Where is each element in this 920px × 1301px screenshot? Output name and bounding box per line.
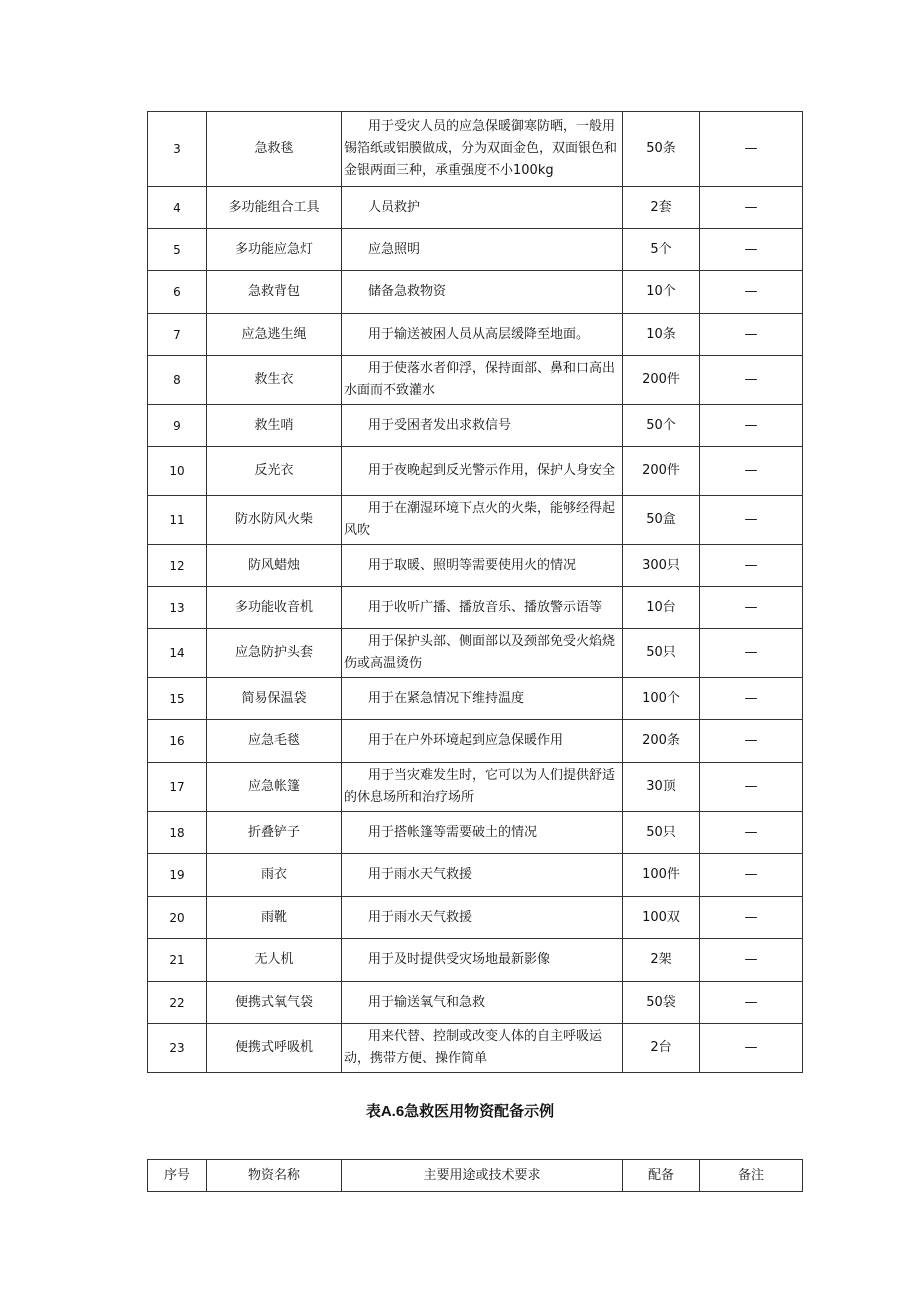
item-description-text: 储备急救物资 bbox=[368, 284, 447, 299]
item-note: — bbox=[700, 229, 803, 271]
item-description bbox=[342, 356, 623, 405]
header-qty: 配备 bbox=[623, 1160, 700, 1192]
item-description bbox=[342, 1024, 623, 1073]
item-quantity: 300只 bbox=[623, 545, 700, 587]
item-note: — bbox=[700, 314, 803, 356]
row-number: 9 bbox=[148, 405, 207, 447]
item-name: 多功能组合工具 bbox=[207, 187, 342, 229]
row-number: 23 bbox=[148, 1024, 207, 1073]
medical-supplies-table bbox=[147, 1159, 803, 1192]
item-name: 急救毯 bbox=[207, 112, 342, 187]
item-description-text: 人员救护 bbox=[368, 199, 421, 215]
item-description-text: 用于当灾难发生时，它可以为人们提供舒适的休息场所和治疗场所 bbox=[344, 768, 616, 805]
item-name: 防水防风火柴 bbox=[207, 496, 342, 545]
item-name: 救生哨 bbox=[207, 405, 342, 447]
item-description bbox=[342, 812, 623, 854]
row-number: 17 bbox=[148, 763, 207, 812]
item-quantity: 200件 bbox=[623, 356, 700, 405]
table-row bbox=[148, 982, 803, 1024]
row-number: 15 bbox=[148, 678, 207, 720]
table-row bbox=[148, 447, 803, 496]
header-note: 备注 bbox=[700, 1160, 803, 1192]
item-note: — bbox=[700, 678, 803, 720]
item-description bbox=[342, 271, 623, 314]
item-description-text: 用于搭帐篷等需要破土的情况 bbox=[368, 824, 538, 840]
row-number: 7 bbox=[148, 314, 207, 356]
item-description bbox=[342, 229, 623, 271]
item-note: — bbox=[700, 1024, 803, 1073]
table-row bbox=[148, 112, 803, 187]
table-row bbox=[148, 720, 803, 763]
item-description-text: 用于雨水天气救援 bbox=[368, 867, 473, 882]
item-quantity: 50盒 bbox=[623, 496, 700, 545]
item-description-text: 用于在紧急情况下维持温度 bbox=[368, 690, 525, 706]
item-description-text: 用于收听广播、播放音乐、播放警示语等 bbox=[368, 599, 603, 615]
table-row bbox=[148, 271, 803, 314]
item-name: 雨衣 bbox=[207, 854, 342, 897]
item-description-text: 应急照明 bbox=[368, 241, 421, 257]
table-row bbox=[148, 678, 803, 720]
table-row bbox=[148, 587, 803, 629]
item-note: — bbox=[700, 356, 803, 405]
supplies-table-body bbox=[148, 112, 803, 1073]
item-description-text: 用于受灾人员的应急保暖御寒防晒，一般用锡箔纸或铝膜做成，分为双面金色，双面银色和金银两面三种，承重强度不小100kg bbox=[344, 119, 618, 178]
item-note: — bbox=[700, 405, 803, 447]
row-number: 20 bbox=[148, 897, 207, 939]
row-number: 22 bbox=[148, 982, 207, 1024]
item-description bbox=[342, 405, 623, 447]
item-quantity: 10个 bbox=[623, 271, 700, 314]
item-quantity: 50只 bbox=[623, 812, 700, 854]
item-description bbox=[342, 496, 623, 545]
item-quantity: 5个 bbox=[623, 229, 700, 271]
table-row bbox=[148, 545, 803, 587]
row-number: 18 bbox=[148, 812, 207, 854]
item-note: — bbox=[700, 897, 803, 939]
item-note: — bbox=[700, 720, 803, 763]
item-name: 应急毛毯 bbox=[207, 720, 342, 763]
item-description-text: 用于在潮湿环境下点火的火柴，能够经得起风吹 bbox=[344, 501, 616, 538]
item-description bbox=[342, 982, 623, 1024]
item-quantity: 100个 bbox=[623, 678, 700, 720]
item-description bbox=[342, 447, 623, 496]
row-number: 19 bbox=[148, 854, 207, 897]
item-quantity: 100件 bbox=[623, 854, 700, 897]
row-number: 13 bbox=[148, 587, 207, 629]
item-name: 多功能应急灯 bbox=[207, 229, 342, 271]
item-note: — bbox=[700, 939, 803, 982]
item-name: 便携式氧气袋 bbox=[207, 982, 342, 1024]
item-name: 应急帐篷 bbox=[207, 763, 342, 812]
item-quantity: 30顶 bbox=[623, 763, 700, 812]
item-name: 雨靴 bbox=[207, 897, 342, 939]
item-note: — bbox=[700, 982, 803, 1024]
item-description-text: 用于输送被困人员从高层缓降至地面。 bbox=[368, 326, 590, 342]
item-description-text: 用于取暖、照明等需要使用火的情况 bbox=[368, 557, 577, 573]
item-quantity: 200条 bbox=[623, 720, 700, 763]
table-row bbox=[148, 854, 803, 897]
item-note: — bbox=[700, 854, 803, 897]
item-note: — bbox=[700, 271, 803, 314]
item-name: 简易保温袋 bbox=[207, 678, 342, 720]
row-number: 16 bbox=[148, 720, 207, 763]
item-description-text: 用于在户外环境起到应急保暖作用 bbox=[368, 733, 564, 748]
item-description bbox=[342, 587, 623, 629]
table-row bbox=[148, 763, 803, 812]
supplies-table bbox=[147, 111, 803, 1073]
table-row bbox=[148, 405, 803, 447]
item-note: — bbox=[700, 496, 803, 545]
item-name: 应急防护头套 bbox=[207, 629, 342, 678]
row-number: 8 bbox=[148, 356, 207, 405]
item-name: 防风蜡烛 bbox=[207, 545, 342, 587]
table-header-row bbox=[148, 1160, 803, 1192]
item-name: 无人机 bbox=[207, 939, 342, 982]
item-quantity: 50只 bbox=[623, 629, 700, 678]
item-note: — bbox=[700, 112, 803, 187]
table-row bbox=[148, 897, 803, 939]
item-quantity: 200件 bbox=[623, 447, 700, 496]
item-quantity: 50个 bbox=[623, 405, 700, 447]
item-description-text: 用于保护头部、侧面部以及颈部免受火焰烧伤或高温烫伤 bbox=[344, 634, 616, 671]
item-description bbox=[342, 763, 623, 812]
row-number: 11 bbox=[148, 496, 207, 545]
row-number: 5 bbox=[148, 229, 207, 271]
item-quantity: 50条 bbox=[623, 112, 700, 187]
item-description bbox=[342, 939, 623, 982]
table-row bbox=[148, 812, 803, 854]
item-quantity: 10条 bbox=[623, 314, 700, 356]
item-description bbox=[342, 854, 623, 897]
item-note: — bbox=[700, 187, 803, 229]
table-row bbox=[148, 629, 803, 678]
item-name: 急救背包 bbox=[207, 271, 342, 314]
item-quantity: 50袋 bbox=[623, 982, 700, 1024]
item-description-text: 用于使落水者仰浮，保持面部、鼻和口高出水面而不致灌水 bbox=[344, 361, 616, 398]
item-description bbox=[342, 678, 623, 720]
table-row bbox=[148, 314, 803, 356]
item-name: 折叠铲子 bbox=[207, 812, 342, 854]
table-row bbox=[148, 356, 803, 405]
item-description-text: 用于输送氧气和急救 bbox=[368, 994, 486, 1010]
row-number: 4 bbox=[148, 187, 207, 229]
item-description-text: 用于受困者发出求救信号 bbox=[368, 417, 512, 433]
row-number: 21 bbox=[148, 939, 207, 982]
table-row bbox=[148, 229, 803, 271]
row-number: 10 bbox=[148, 447, 207, 496]
item-note: — bbox=[700, 587, 803, 629]
item-description bbox=[342, 314, 623, 356]
item-quantity: 2架 bbox=[623, 939, 700, 982]
item-note: — bbox=[700, 812, 803, 854]
item-description-text: 用于及时提供受灾场地最新影像 bbox=[368, 952, 551, 967]
item-description bbox=[342, 897, 623, 939]
item-description bbox=[342, 187, 623, 229]
table-row bbox=[148, 939, 803, 982]
table-row bbox=[148, 187, 803, 229]
row-number: 3 bbox=[148, 112, 207, 187]
row-number: 12 bbox=[148, 545, 207, 587]
row-number: 14 bbox=[148, 629, 207, 678]
item-description-text: 用于雨水天气救援 bbox=[368, 909, 473, 925]
item-quantity: 2套 bbox=[623, 187, 700, 229]
item-name: 便携式呼吸机 bbox=[207, 1024, 342, 1073]
item-name: 救生衣 bbox=[207, 356, 342, 405]
item-description bbox=[342, 545, 623, 587]
table-caption: 表A.6急救医用物资配备示例 bbox=[365, 1103, 555, 1120]
item-name: 多功能收音机 bbox=[207, 587, 342, 629]
item-quantity: 10台 bbox=[623, 587, 700, 629]
item-name: 应急逃生绳 bbox=[207, 314, 342, 356]
item-description bbox=[342, 112, 623, 187]
item-description bbox=[342, 720, 623, 763]
header-name: 物资名称 bbox=[207, 1160, 342, 1192]
item-note: — bbox=[700, 447, 803, 496]
table-row bbox=[148, 496, 803, 545]
header-desc: 主要用途或技术要求 bbox=[342, 1160, 623, 1192]
item-quantity: 100双 bbox=[623, 897, 700, 939]
table-row bbox=[148, 1024, 803, 1073]
item-description bbox=[342, 629, 623, 678]
item-description-text: 用来代替、控制或改变人体的自主呼吸运动，携带方便、操作简单 bbox=[344, 1029, 603, 1066]
item-quantity: 2台 bbox=[623, 1024, 700, 1073]
item-note: — bbox=[700, 629, 803, 678]
item-note: — bbox=[700, 763, 803, 812]
item-note: — bbox=[700, 545, 803, 587]
header-no: 序号 bbox=[148, 1160, 207, 1192]
item-description-text: 用于夜晚起到反光警示作用，保护人身安全 bbox=[368, 463, 616, 478]
item-name: 反光衣 bbox=[207, 447, 342, 496]
row-number: 6 bbox=[148, 271, 207, 314]
